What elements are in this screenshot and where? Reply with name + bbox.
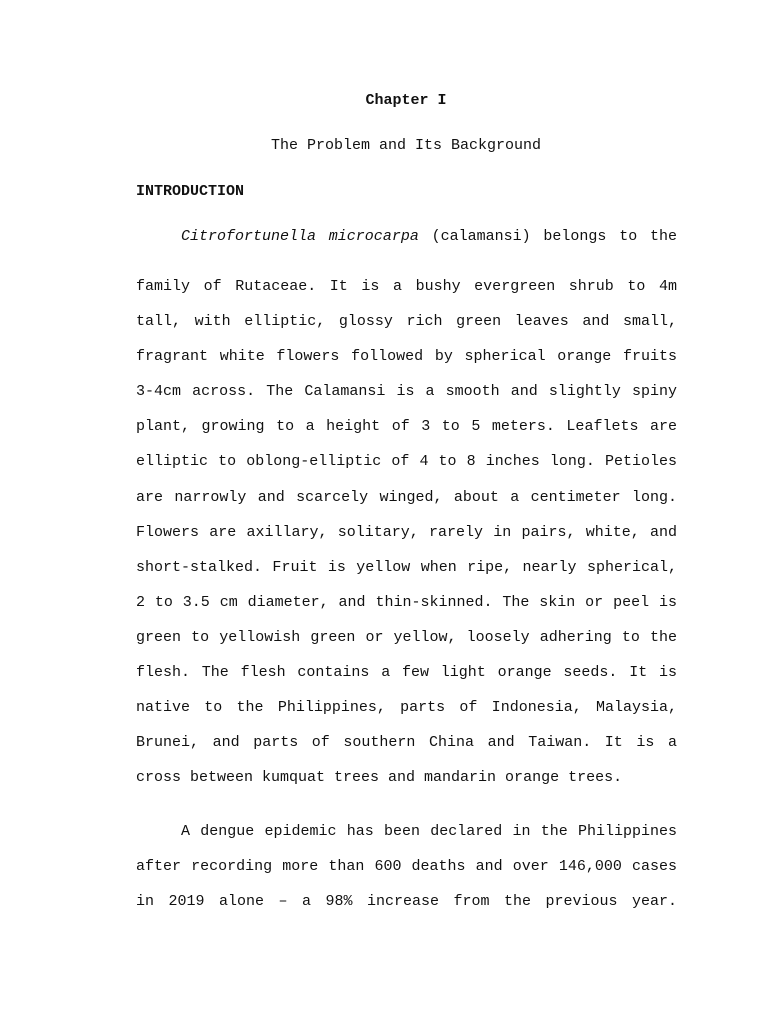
dengue-paragraph-text: A dengue epidemic has been declared in the Philippines after recording more than 600 deaths and over 146,000 cases in 2019 alone – a 98% increase from the previous year. bbox=[136, 823, 677, 911]
dengue-paragraph bbox=[136, 814, 677, 919]
intro-paragraph: family of Rutaceae. It is a bushy evergreen shrub to 4m tall, with elliptic, glossy rich green leaves and small, fragrant white flowers followed by spherical orange fruits 3-4cm across. The Calamansi is a smooth and slightly spiny plant, growing to a height of 3 to 5 meters. Leaflets are elliptic to oblong-elliptic of 4 to 8 inches long. Petioles are narrowly and scarcely winged, about a centimeter long. Flowers are axillary, solitary, rarely in pairs, white, and short-stalked. Fruit is yellow when ripe, nearly spherical, 2 to 3.5 cm diameter, and thin-skinned. The skin or peel is green to yellowish green or yellow, loosely adhering to the flesh. The flesh contains a few light orange seeds. It is native to the Philippines, parts of Indonesia, Malaysia, Brunei, and parts of southern China and Taiwan. It is a cross between kumquat trees and mandarin orange trees. bbox=[136, 278, 677, 787]
intro-line-rest: (calamansi) belongs to the bbox=[418, 228, 677, 245]
section-heading: INTRODUCTION bbox=[136, 183, 245, 200]
chapter-subtitle: The Problem and Its Background bbox=[270, 137, 542, 154]
intro-first-line bbox=[181, 226, 677, 248]
species-name: Citrofortunella microcarpa bbox=[181, 228, 419, 245]
chapter-title: Chapter I bbox=[365, 92, 447, 109]
